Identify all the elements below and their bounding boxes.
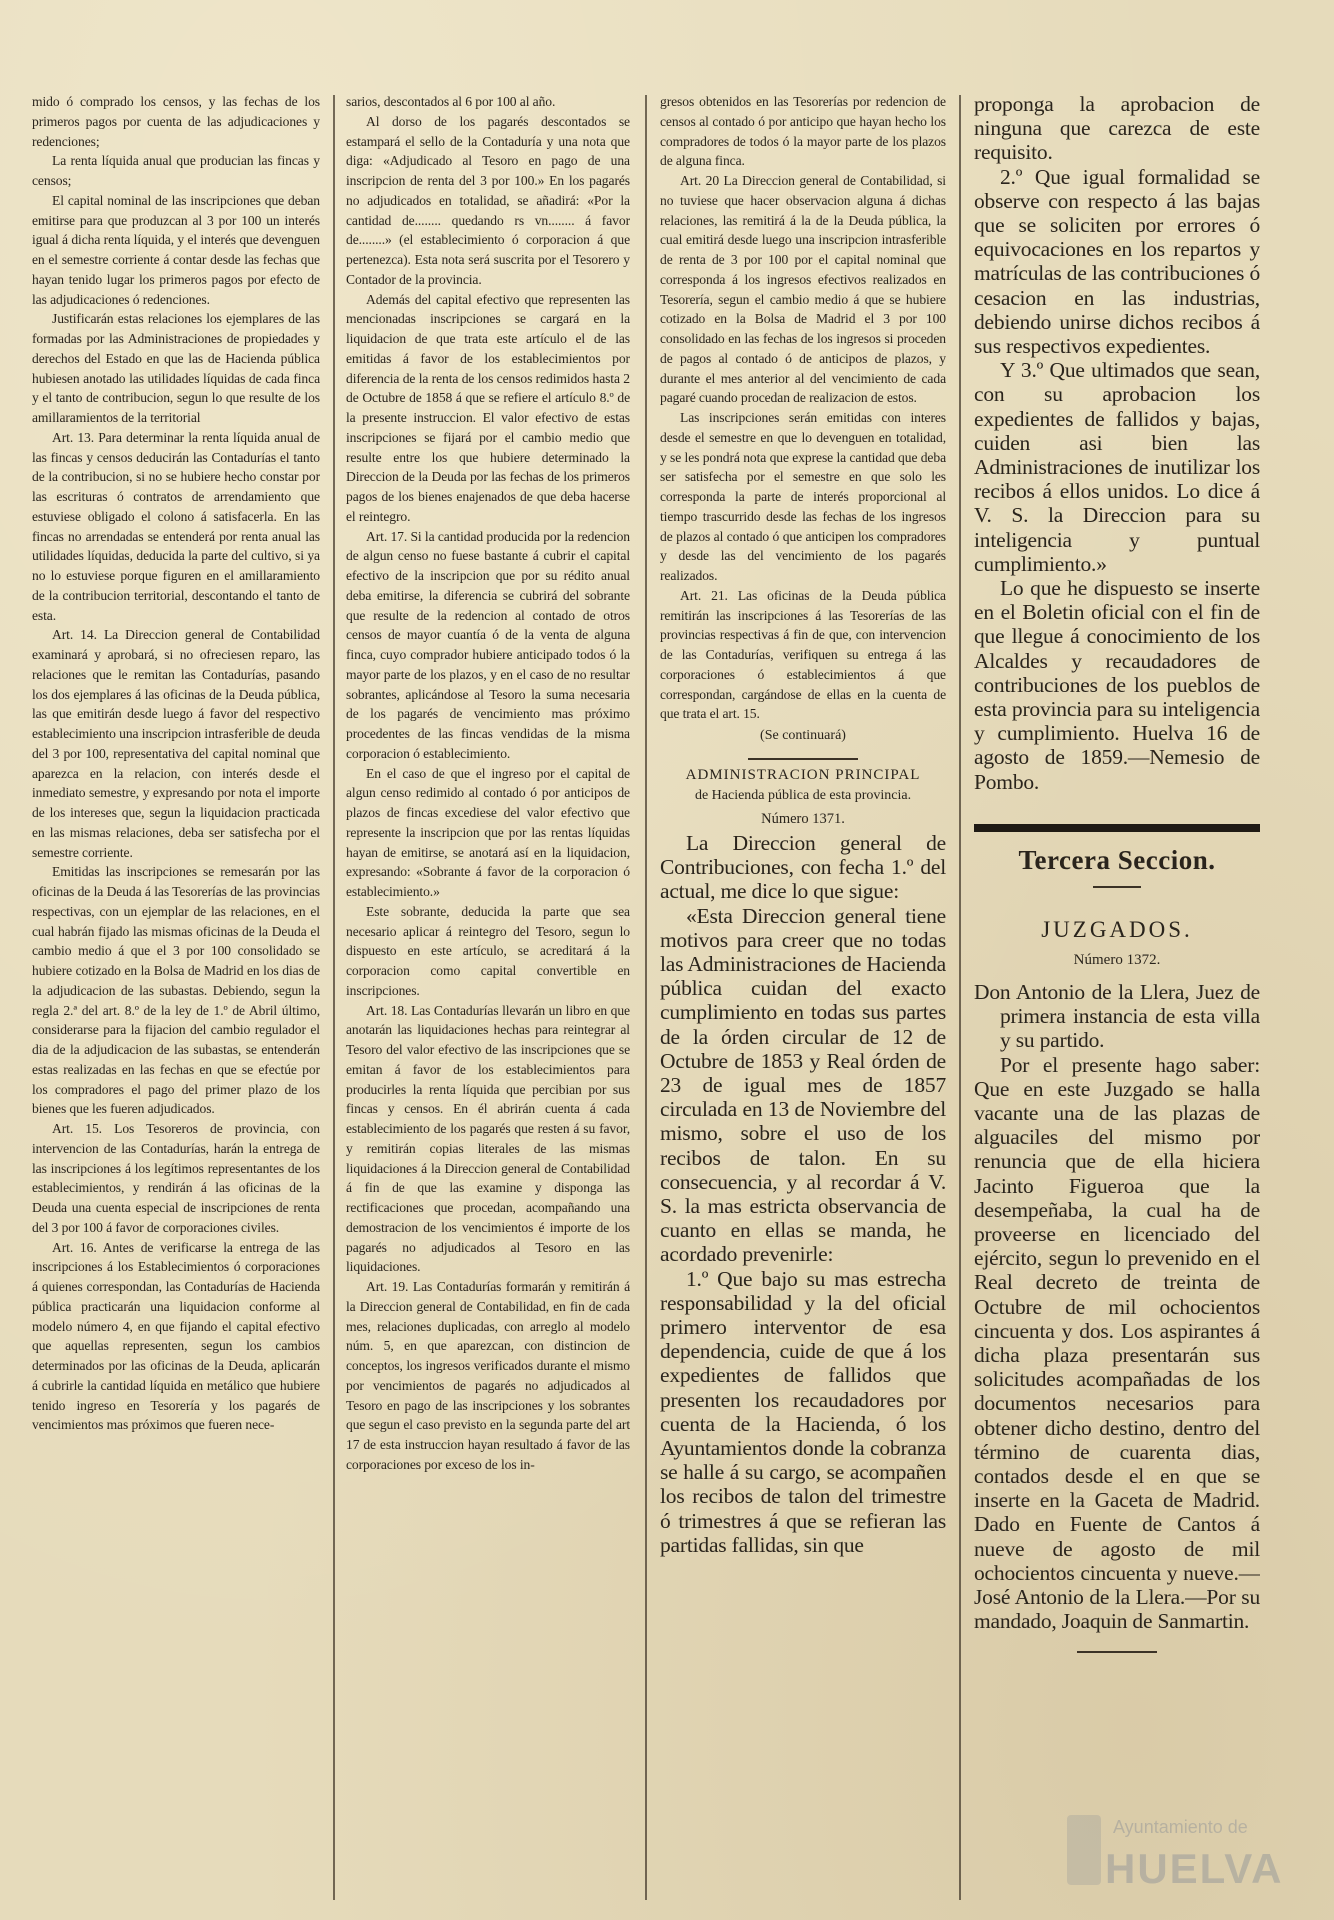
paragraph: Al dorso de los pagarés descontados se estampará el sello de la Contaduría y una nota que diga: «Adjudicado al Tesoro en pago de una inscripcion de renta del 3 por 100.» En los pagarés no adjudicados en totalidad, se añadirá: «Por la cantidad de........ quedando rs vn........ á favor de........» (el establecimiento ó corporacion á que pertenezca). Esta nota será suscrita por el Tesorero y Contador de la provincia.	[346, 113, 630, 287]
paragraph: Art. 14. La Direccion general de Contabilidad examinará y aprobará, si no ofreciesen reparo, las relaciones que le remitan las Contadurías, pasando los dos ejemplares á las oficinas de la Deuda pública, las que emitirán desde luego á favor del respectivo establecimiento una inscripcion intrasferible de deuda del 3 por 100, representativa del capital nominal que aparezca en la relacion, con interés desde el inmediato semestre, y expresando por nota el importe de los intereses que, segun la liquidacion practicada en las mismas relaciones, deba ser satisfecha por el semestre corriente.	[32, 627, 320, 860]
article-continuation	[660, 92, 946, 746]
paragraph: gresos obtenidos en las Tesorerías por redencion de censos al contado ó por anticipo que hayan hecho los compradores de todos ó la mayor parte de los plazos de alguna finca.	[660, 94, 946, 169]
paragraph: Art. 17. Si la cantidad producida por la redencion de algun censo no fuese bastante á cubrir el capital efectivo de la inscripcion que por su rédito anual deba emitirse, la diferencia se cubrirá del sobrante que resulte de la redencion al contado de otros censos de mayor cuantía ó de la venta de alguna finca, cuyo comprador hubiere anticipado todos ó la mayor parte de los plazos, y en el caso de no resultar sobrantes, aplicándose al Tesoro la suma necesaria de los pagarés de vencimiento mas próximo procedentes de las fincas vendidas de la misma corporacion ó establecimiento.	[346, 528, 630, 761]
paragraph: Art. 21. Las oficinas de la Deuda pública remitirán las inscripciones á las Tesorerías de las provincias respectivas á fin de que, con intervencion de las Contadurías, verifiquen su entrega á las corporaciones ó establecimientos á que correspondan, cargándose de ellas en la cuenta de que trata el art. 15.	[660, 587, 946, 722]
judge-notice	[974, 1053, 1260, 1634]
paragraph: La renta líquida anual que producian las fincas y censos;	[32, 153, 320, 188]
paragraph: Don Antonio de la Llera, Juez de primera instancia de esta villa y su partido.	[974, 979, 1260, 1053]
shield-icon	[1067, 1815, 1101, 1885]
paragraph: En el caso de que el ingreso por el capital de algun censo redimido al contado ó por anticipos de plazos de fincas excediese del valor efectivo que represente la inscripcion que por las rentas líquidas hayan de emitirse, se anotará así en la liquidacion, expresando: «Sobrante á favor de la corporacion ó establecimiento.»	[346, 765, 630, 899]
column-2	[346, 92, 630, 1907]
divider	[1093, 886, 1141, 888]
paragraph: Justificarán estas relaciones los ejemplares de las formadas por las Administraciones de propiedades y derechos del Estado en que las de Hacienda pública hubiesen anotado las utilidades líquidas de cada finca y el tanto de contribucion, segun lo que resulte de los amillaramientos de la territorial	[32, 311, 320, 425]
paragraph: Lo que he dispuesto se inserte en el Boletin oficial con el fin de que llegue á conocimiento de los Alcaldes y recaudadores de contribuciones de los pueblos de esta provincia para su inteligencia y cumplimiento. Huelva 16 de agosto de 1859.—Nemesio de Pombo.	[974, 576, 1260, 794]
paragraph: 1.º Que bajo su mas estrecha responsabilidad y la del oficial primero interventor de esa dependencia, cuide de que á los expedientes de fallidos que presenten los recaudadores por cuenta de la Hacienda, ó los Ayuntamientos donde la cobranza se halle á su cargo, se acompañen los recibos de talon del trimestre ó trimestres á que se refieran las partidas fallidas, sin que	[660, 1266, 946, 1557]
ayuntamiento-huelva-watermark	[1065, 1805, 1285, 1905]
paragraph: Las inscripciones serán emitidas con interes desde el semestre en que lo devenguen en totalidad, y se les pondrá nota que exprese la cantidad que deba ser satisfecha por el semestre en que solo les corresponda la parte de interés proporcional al tiempo trascurrido desde las fechas de los ingresos de plazos al contado ó que anticipen los compradores y desde las del vencimiento de los pagarés realizados.	[660, 410, 946, 583]
section-subheading: de Hacienda pública de esta provincia.	[694, 788, 912, 803]
paragraph: Art. 15. Los Tesoreros de provincia, con intervencion de las Contadurías, harán la entrega de las inscripciones á los legítimos representantes de los establecimientos, y rendirán á las oficinas de la Deuda una cuenta especial de inscripciones de renta del 3 por 100 á favor de corporaciones civiles.	[32, 1121, 320, 1235]
column-3	[660, 92, 946, 1907]
paragraph: La Direccion general de Contribuciones, con fecha 1.º del actual, me dice lo que sigue:	[660, 831, 946, 904]
paragraph: «Esta Direccion general tiene motivos para creer que no todas las Administraciones de Hacienda pública cuidan del exacto cumplimiento en todas sus partes de la órden circular de 12 de Octubre de 1853 y Real órden de 23 de igual mes de 1857 circulada en 13 de Noviembre del mismo, sobre el uso de los recibos de talon. En su consecuencia, y al recordar á V. S. la mas estricta observancia de cuanto en ellas se manda, he acordado prevenirle:	[660, 903, 946, 1267]
watermark-line2: HUELVA	[1105, 1845, 1284, 1892]
judge-header	[974, 980, 1260, 1053]
paragraph: Y 3.º Que ultimados que sean, con su aprobacion los expedientes de fallidos y bajas, cuiden asi bien las Administraciones de inutilizar los recibos á ellos unidos. Lo dice á V. S. la Direccion para su inteligencia y puntual cumplimiento.»	[974, 358, 1260, 576]
column-1	[32, 92, 320, 1907]
notice-number: Número 1371.	[761, 811, 845, 827]
paragraph: Art. 16. Antes de verificarse la entrega de las inscripciones á los Establecimientos ó corporaciones á quienes correspondan, las Contadurías de Hacienda pública practicarán una liquidacion conforme al modelo número 4, en que fijando el capital efectivo que aquellas representen, segun los cambios determinados por las oficinas de la Deuda, aplicarán á cubrirle la cantidad líquida en metálico que hubiere tenido ingreso en Tesorería y los pagarés de vencimientos mas próximos que fueren nece-	[32, 1239, 320, 1433]
paragraph: 2.º Que igual formalidad se observe con respecto á las bajas que se soliciten por errores ó equivocaciones en los repartos y matrículas de las contribuciones ó cesacion en las industrias, debiendo unirse dichos recibos á sus respectivos expedientes.	[974, 164, 1260, 359]
section-divider	[974, 824, 1260, 832]
notice-number: Número 1372.	[1073, 951, 1161, 968]
paragraph: proponga la aprobacion de ninguna que carezca de este requisito.	[974, 92, 1260, 165]
paragraph: Art. 18. Las Contadurías llevarán un libro en que anotarán las liquidaciones hechas para reintegrar al Tesoro del valor efectivo de las inscripciones que se emitan á favor de los establecimientos para producirles la renta líquida que percibian por sus fincas y censos. En él abrirán cuenta á cada establecimiento de los pagarés que resten á su favor, y remitirán copias literales de las mismas liquidaciones á la Direccion general de Contabilidad á fin de que las examine y disponga las rectificaciones que procedan, acompañando una demostracion de los vencimientos é importe de los pagarés no adjudicados al Tesoro en las liquidaciones.	[346, 1002, 630, 1275]
column-4	[974, 92, 1260, 1907]
continue-note: (Se continuará)	[760, 728, 846, 743]
paragraph: mido ó comprado los censos, y las fechas de los primeros pagos por cuenta de las adjudicaciones y redenciones;	[32, 94, 320, 149]
watermark-line1: Ayuntamiento de	[1113, 1817, 1248, 1837]
paragraph: Art. 20 La Direccion general de Contabilidad, si no tuviese que hacer observacion alguna á dichas relaciones, las remitirá á la de la Deuda pública, la cual emitirá desde luego una inscripcion intrasferible de renta de 3 por 100 por el capital nominal que corresponda á los ingresos efectivos realizados en Tesorería, segun el cambio medio á que se hubiere cotizado en la Bolsa de Madrid el 3 por 100 consolidado en las fechas de los ingresos si proceden de pagos al contado ó de anticipos de plazos, y durante el mes anterior al del vencimiento de cada pagaré cuando procedan de realizacion de estos.	[660, 173, 946, 406]
column-divider	[333, 95, 335, 1900]
notice-body	[660, 831, 946, 1557]
juzgados-heading: JUZGADOS.	[1041, 916, 1193, 942]
paragraph: sarios, descontados al 6 por 100 al año.	[346, 94, 556, 109]
paragraph: Emitidas las inscripciones se remesarán por las oficinas de la Deuda á las Tesorerías de las provincias respectivas, con un ejemplar de las relaciones, en el cual habrán fijado las mismas oficinas de la Deuda el cambio medio á que el 3 por 100 consolidado se hubiere cotizado en la Bolsa de Madrid en los dias de la adjudicacion de las subastas. Debiendo, segun la regla 2.ª del art. 8.º de la ley de 1.º de Abril último, considerarse para la fijacion del cambio regulador el dia de la adjudicacion de las subastas, se entenderán estas realizadas en las fechas en que se efectúe por los compradores el pago del primer plazo de los bienes que les fueren adjudicados.	[32, 864, 320, 1117]
paragraph: El capital nominal de las inscripciones que deban emitirse para que produzcan al 3 por 100 un interés igual á dicha renta líquida, y el interés que devenguen en el semestre corriente á contar desde las fechas que hayan tenido lugar los primeros pagos por efecto de las adjudicaciones ó redenciones.	[32, 192, 320, 307]
divider	[748, 758, 858, 760]
paragraph: Además del capital efectivo que representen las mencionadas inscripciones se cargará en la liquidacion de que trata este artículo el de las emitidas á favor de los establecimientos por diferencia de la renta de los censos redimidos hasta 2 de Octubre de 1858 á que se refiere el artículo 8.º de la presente instruccion. El valor efectivo de estas inscripciones se fijará por el cambio medio que resulte entre los que hubiere determinado la Direccion de la Deuda por las fechas de los primeros pagos de los bienes enajenados de que deba hacerse el reintegro.	[346, 291, 630, 524]
paragraph: Este sobrante, deducida la parte que sea necesario aplicar á reintegro del Tesoro, segun lo dispuesto en este artículo, se acreditará á la corporacion como capital convertible en inscripciones.	[346, 903, 630, 998]
paragraph: Art. 19. Las Contadurías formarán y remitirán á la Direccion general de Contabilidad, en fin de cada mes, relaciones duplicadas, con arreglo al modelo núm. 5, en que aparezcan, con distincion de conceptos, los ingresos verificados durante el mismo por vencimientos de pagarés no adjudicados al Tesoro en pago de las inscripciones y los sobrantes que segun el caso previsto en la segunda parte del art 17 de esta instruccion hayan resultado á favor de las corporaciones por exceso de los in-	[346, 1279, 630, 1472]
divider	[1077, 1651, 1157, 1653]
column-divider	[645, 95, 647, 1900]
paragraph: Por el presente hago saber: Que en este Juzgado se halla vacante una de las plazas de alguaciles del mismo por renuncia que de ella hiciera Jacinto Figueroa que la desempeñaba, la cual ha de proveerse en licenciado del ejército, segun lo prevenido en el Real decreto de treinta de Octubre de mil ochocientos cincuenta y dos. Los aspirantes á dicha plaza presentarán sus solicitudes acompañadas de los documentos necesarios para obtener dicho destino, dentro del término de cuarenta dias, contados desde el en que se inserte en la Gaceta de Madrid. Dado en Fuente de Cantos á nueve de agosto de mil ochocientos cincuenta y nueve.—José Antonio de la Llera.—Por su mandado, Joaquin de Sanmartin.	[974, 1052, 1260, 1634]
column-divider	[959, 95, 961, 1900]
paragraph: Art. 13. Para determinar la renta líquida anual de las fincas y censos deducirán las Contadurías el tanto de la contribucion, si no se hubiere hecho constar por las escrituras ó contratos de arrendamiento que estuviese obligado el colono á satisfacerla. En las fincas no arrendadas se entenderá por renta anual las utilidades líquidas, deducida la parte del cultivo, si ya no lo estuviese porque figuren en el amillaramiento de la contribucion territorial, descontando el tanto de esta.	[32, 429, 320, 623]
section-title: Tercera Seccion.	[1018, 844, 1216, 875]
notice-body-continued	[974, 92, 1260, 794]
section-heading: ADMINISTRACION PRINCIPAL	[685, 767, 921, 783]
